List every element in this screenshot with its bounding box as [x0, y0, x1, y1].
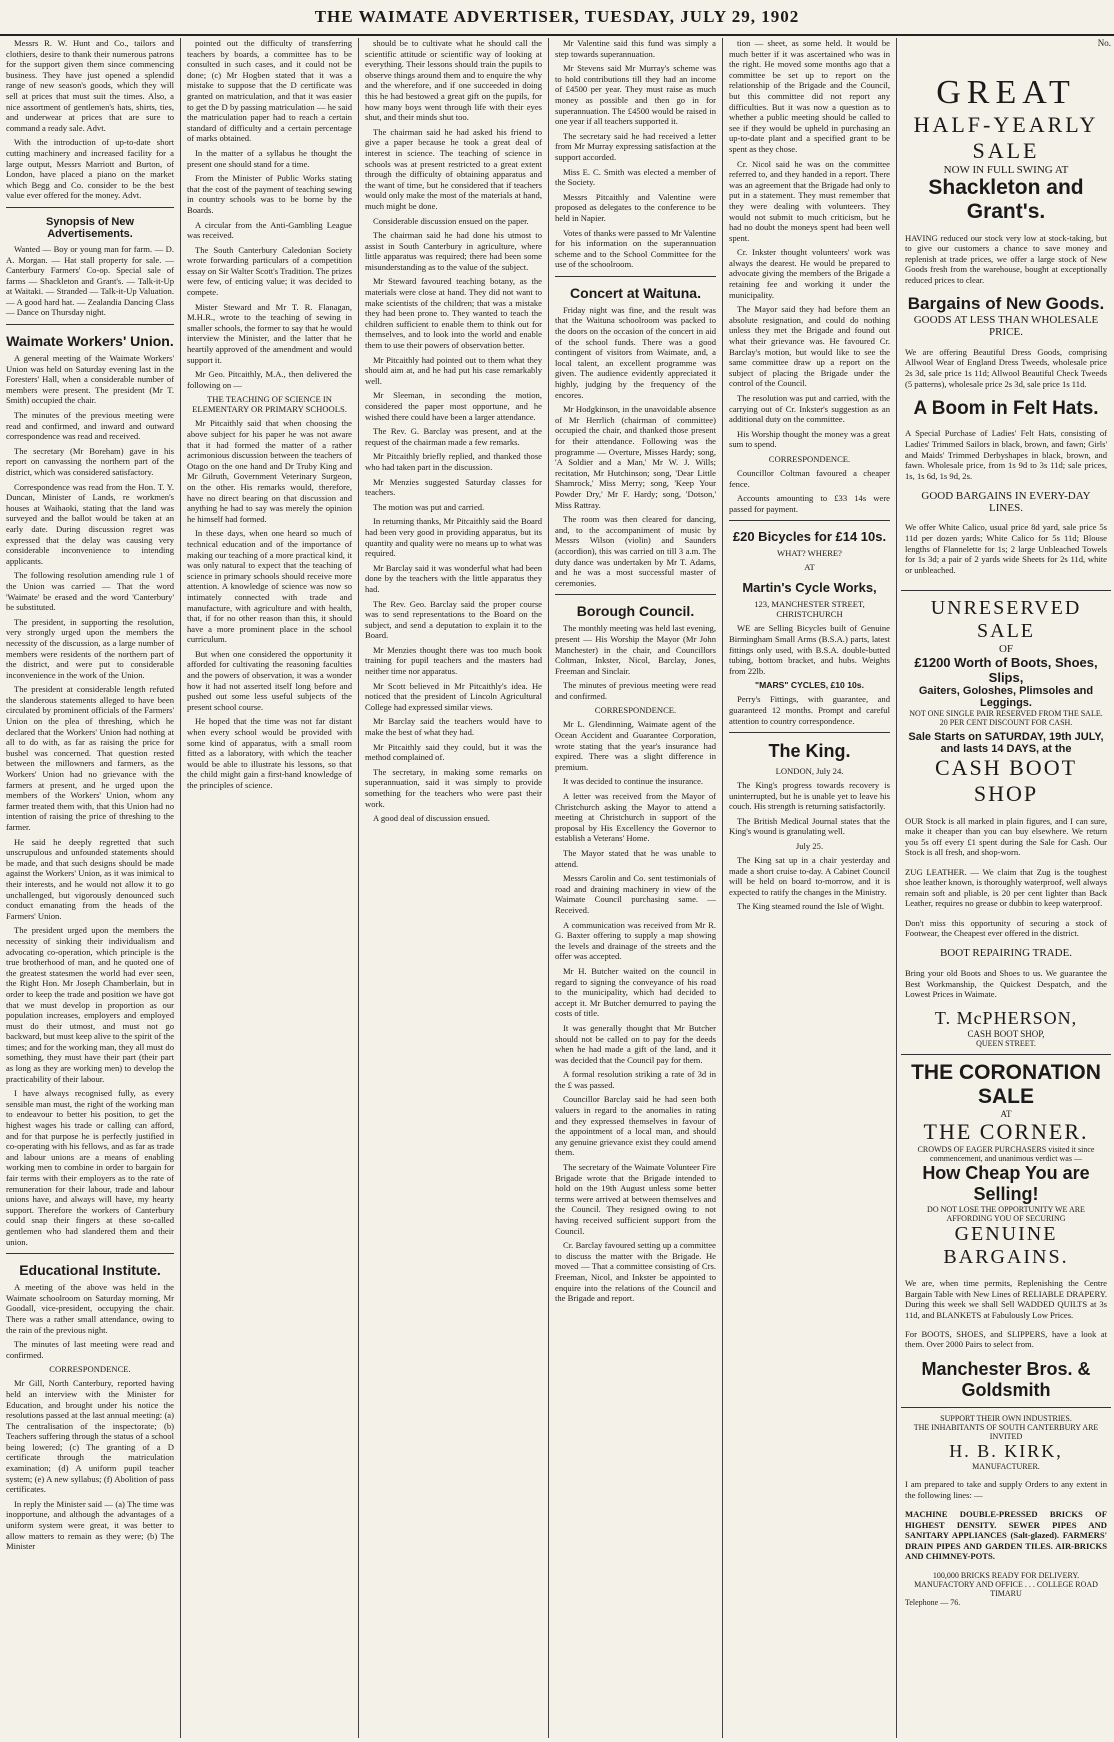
ad-kirk [901, 1408, 1111, 1613]
ad-do-not: DO NOT LOSE THE OPPORTUNITY WE ARE AFFORDING YOU OF SECURING [927, 1205, 1085, 1224]
ad-telephone: Telephone — 76. [905, 1597, 961, 1607]
ad-inhabitants: THE INHABITANTS OF SOUTH CANTERBURY ARE INVITED [913, 1422, 1099, 1441]
para: should be to cultivate what he should call the scientific attitude or scientific way of looking at everything. Their lessons should train the pupils to observe things around them and to enquire the why and the wherefore, and if one succeeded in doing this he had bestowed a great gift on the pupils, for how many boys went through life with their eyes shut, and their minds shut too. [365, 38, 542, 123]
masthead [0, 0, 1114, 36]
para: The King steamed round the Isle of Wight. [737, 901, 884, 912]
ad-cash-boot-shop-line: CASH BOOT SHOP, [967, 1029, 1045, 1040]
para: WE are Selling Bicycles built of Genuine Birmingham Small Arms (B.S.A.) parts, latest fittings only used, with B.S.A. double-butted tubing, bottom bracket, and hubs. Weights from 22lb. [729, 623, 890, 676]
ad-gaiters: Gaiters, Goloshes, Plimsoles and Leggings. [918, 685, 1094, 710]
ad-how-cheap: How Cheap You are Selling! [922, 1163, 1090, 1205]
para: I have always recognised fully, as every sensible man must, the right of the working man to endeavour to better his position, to get the highest wages his trade or calling can afford, and for that purpose he is perfectly justified in co-operating with his fellows, and as far as trade and labour unions are a means of enabling working men to combine in order to bargain for fair terms with their employers as to the rate of remuneration for their labour, trade and labour unions have, and always will have, my hearty support. Therefore the workers of Canterbury could snap their fingers at these so-called gentlemen who had slandered them and their union. [6, 1088, 174, 1247]
column-1 [0, 38, 180, 1738]
para: Councillor Barclay said he had seen both valuers in regard to the anomalies in rating and they expressed themselves in favour of the appointment of a local man, and should any genuine grievance exist they could amend them. [555, 1094, 716, 1158]
para: Miss E. C. Smith was elected a member of the Society. [555, 166, 716, 188]
divider [6, 324, 174, 325]
ad-cash-boot-shop [901, 591, 1111, 1055]
council-continued [723, 38, 897, 1738]
ad-goods-less: GOODS AT LESS THAN WHOLESALE PRICE. [913, 314, 1099, 339]
para: The president urged upon the members the necessity of sinking their individualism and advocating co-operation, which principle is the true brotherhood of man, and he quoted one of the greatest statesmen the world had ever seen, the Right Hon. Mr Joseph Chamberlain, but in order to keep the trade and position we have got that we must develop in proportion as our population increases, employers and employed must do their utmost, and must not go backward, but must keep alive to the spirit of the times; and for the working man, they all must do something, they must have their part (their part as long as they are working men) to develop the practicability of their labour. [6, 925, 175, 1084]
ad-body: ZUG LEATHER. — We claim that Zug is the toughest shoe leather known, is thoroughly waterproof, well always remain soft and pliable, is 20 per cent lighter than Back Leather, requires no grease or dubbin to keep waterproof. [905, 866, 1107, 909]
ad-halfyearly: HALF-YEARLY SALE [913, 112, 1099, 163]
notice-number: No. [1097, 38, 1111, 48]
ad-body: We are, when time permits, Replenishing the Centre Bargain Table with New Lines of RELIABLE DRAPERY. During this week we shall Sell WADDED QUILTS at 3s 11d, and BLANKETS at Fabulously Low Prices. [905, 1277, 1107, 1320]
para: Mr Pitcaithly said they could, but it was the method complained of. [365, 741, 542, 763]
para: Messrs Pitcaithly and Valentine were proposed as delegates to the conference to be held in Napier. [555, 191, 716, 223]
para: Wanted — Boy or young man for farm. — D. A. Morgan. — Hat stall property for sale. — Canterbury Farmers' Co-op. Special sale of farms — Shackleton and Grant's. — Talk-it-Up at Waitaki. — Stranded — Talk-it-Up Valuation. — A good hard hat. — Zealandia Dancing Class — Dance on Thursday night. [6, 243, 174, 318]
para: The president at considerable length refuted the slanderous statements alleged to have been circulated by prominent officials of the Farmers' Union on the plea of threshing, which he declared that the Workers' Union had nothing at all to do with, as far as raising the price for bushel was concerned. That question rested between the millowners and farmers, as the Workers' Union had no grievance with the farmers at present, and he urged upon the members of the Workers' Union, whom any farmer treated them with, that this Union had no intention of raising the price of threshing to the farmer. [6, 684, 174, 832]
para: In returning thanks, Mr Pitcaithly said the Board had been very good in providing apparatus, but its quantity and quality were no means up to what was required. [365, 516, 542, 559]
para: Messrs Carolin and Co. sent testimonials of road and draining machinery in view of the Waimate Council purchasing same. — Received. [555, 873, 716, 915]
bicycle-ad-mars: "MARS" CYCLES, £10 10s. [755, 680, 864, 691]
dateline: LONDON, July 24. [775, 766, 844, 777]
para: The chairman said he had done his utmost to assist in South Canterbury in agriculture, where little apparatus was required; there had been some misunderstanding as to the value of the subject. [365, 230, 542, 272]
para: The resolution was put and carried, with the carrying out of Cr. Inkster's suggestion as an additional duty on the committee. [729, 393, 890, 425]
ad-body: Don't miss this opportunity of securing a stock of Footwear, the Cheapest ever offered in the district. [905, 917, 1107, 939]
column-4 [548, 38, 722, 1738]
ad-boot-repairing: BOOT REPAIRING TRADE. [939, 947, 1073, 960]
ad-felt-hats: A Boom in Felt Hats. [913, 397, 1099, 419]
ad-corner: THE CORNER. [923, 1119, 1089, 1145]
divider [729, 732, 890, 733]
ad-manchester: Manchester Bros. & Goldsmith [921, 1358, 1091, 1400]
heading-concert: Concert at Waituna. [570, 284, 701, 301]
para: The room was then cleared for dancing, and, to the accompaniment of music by Messrs Wilson (violin) and Saunders (accordion), this was carried on till 3 a.m. The duty dance was undertaken by Mr T. Adams, and he was a most successful master of ceremonies. [555, 514, 716, 588]
ad-of: OF [998, 643, 1014, 656]
bicycle-ad-name: Martin's Cycle Works, [742, 580, 877, 596]
ad-crowds: CROWDS OF EAGER PURCHASERS visited it since commencement, and unanimous verdict was — [917, 1145, 1095, 1164]
para: From the Minister of Public Works stating that the cost of the payment of teaching sewing in country schools was to be borne by the Boards. [187, 173, 352, 215]
ad-coronation-sale [901, 1055, 1111, 1407]
para: The secretary, in making some remarks on superannuation, said it was simply to provide something for the teachers who were past their work. [365, 766, 542, 809]
para: Mr Menzies thought there was too much book training for pupil teachers and the masters had neither time nor apparatus. [365, 644, 542, 677]
para: Mr Pitcaithly had pointed out to them what they should aim at, and he had put his case remarkably well. [365, 354, 542, 386]
para: The Rev. G. Barclay was present, and at the request of the chairman made a few remarks. [365, 426, 542, 447]
ad-at: AT [1000, 1109, 1012, 1120]
para: With the introduction of up-to-date short cutting machinery and increased facility for a large output, Messrs Marriott and Burton, of London, have placed a piano on the market which Begg and Co. consider to be the best value ever offered for the money. Advt. [6, 137, 174, 201]
para: The following resolution amending rule 1 of the Union was carried — That the word 'Waimate' be erased and the word 'Canterbury' be substituted. [6, 570, 174, 613]
ad-cash-boot: CASH BOOT SHOP [934, 755, 1078, 807]
para: He hoped that the time was not far distant when every school would be provided with some kind of apparatus, with a small room fitted as a laboratory, with which the teacher would be able to illustrate his lessons, so that the child might gain a first-hand knowledge of the principles of science. [187, 716, 352, 790]
para: The Mayor said they had before them an absolute resignation, and could do nothing unless they met the Brigade and found out what their grievance was. He favoured Cr. Barclay's motion, but would like to see the same committee draw up a report on the subject of placing the Brigade under the control of the Council. [729, 304, 890, 389]
ad-not-one: NOT ONE SINGLE PAIR RESERVED FROM THE SALE. 20 PER CENT DISCOUNT FOR CASH. [909, 709, 1103, 728]
para: Mr Sleeman, in seconding the motion, considered the paper most opportune, and he wished there could have been a larger attendance. [365, 390, 542, 422]
para: Correspondence was read from the Hon. T. Y. Duncan, Minister of Lands, re workmen's houses at Waihaoki, stating that the land was surveyed and the ballot would be taken at an early date. During discussion regret was expressed that the delay was causing very considerable inconvenience to intending applicants. [6, 481, 174, 566]
para: In these days, when one heard so much of technical education and of the importance of making our teaching of a more practical kind, it was only natural to expect that the teaching of science in primary schools should receive more attention. A knowledge of science was now so intimately connected with trade and manufacture, with agriculture and with health, that, if for no other reason than this, it should have a more prominent place in the school curriculum. [187, 528, 352, 645]
divider [555, 276, 716, 277]
ad-bargains: Bargains of New Goods. [907, 294, 1105, 314]
heading-the-king: The King. [768, 741, 851, 762]
para: A formal resolution striking a rate of 3d in the £ was passed. [555, 1069, 716, 1090]
ad-mcpherson: T. McPHERSON, [934, 1008, 1078, 1029]
para: The King sat up in a chair yesterday and made a short cruise to-day. A Cabinet Council will be held on board to-morrow, and it is expected to ratify the changes in the Ministry. [729, 855, 890, 897]
para: Messrs R. W. Hunt and Co., tailors and clothiers, desire to thank their numerous patrons for the support given them since commencing business. They have just opened a splendid range of new season's goods, which they will sell at prices that must suit the times. Also, a nice assortment of gentlemen's hats, shirts, ties, and underwear at prices that are sure to command a ready sale. Advt. [6, 38, 174, 133]
divider [6, 1253, 174, 1254]
subheading: THE TEACHING OF SCIENCE IN ELEMENTARY OR PRIMARY SCHOOLS. [192, 394, 347, 415]
para: The British Medical Journal states that the King's wound is granulating well. [729, 815, 890, 837]
para: Mr Hodgkinson, in the unavoidable absence of Mr Herrlich (chairman of committee) occupied the chair, and thanked those present for their attendance. Following was the programme — Overture, Misses Hardy; song, 'A Soldier and a Man,' Mr W. J. Wills; recitation, Mr Hutchinson; song, 'Dear Little Shamrock,' Miss Merry; song, 'Keep Your Powder Dry,' Mr F. Hardy; song, 'Dotson,' Miss Rattray. [555, 404, 716, 510]
masthead-title: THE WAIMATE ADVERTISER, TUESDAY, JULY 29, 1902 [314, 7, 800, 26]
para: Considerable discussion ensued on the paper. [373, 215, 529, 226]
para: The secretary of the Waimate Volunteer Fire Brigade wrote that the Brigade intended to hold on the 19th August unless some better terms were arrived at between themselves and the Council. They resigned owing to not having received sufficient support from the Council. [555, 1162, 716, 1236]
subheading: CORRESPONDENCE. [49, 1364, 131, 1375]
ad-unreserved: UNRESERVED SALE [930, 597, 1082, 643]
ad-kirk-name: H. B. KIRK, [949, 1440, 1063, 1461]
para: Mr Steward favoured teaching botany, as the materials were close at hand. They did not want to make scientists of the children; that was a mistake they had been prone to. They wanted to teach the children sufficient to enable them to think out for themselves, and to look into the world and enable them to use their powers of observation better. [365, 276, 542, 351]
ad-genuine: GENUINE BARGAINS. [943, 1223, 1069, 1269]
para: In the matter of a syllabus he thought the present one should stand for a time. [187, 147, 352, 169]
para: Mr Menzies suggested Saturday classes for teachers. [365, 476, 542, 498]
para: tion — sheet, as some held. It would be much better if it was ascertained who was in the right. He moved some months ago that a committee be set up to report on the relationship of the Brigade and the Council, but this committee did not report any difficulties. But it was now a question as to whether a public meeting should be called to see if they would be upheld in purchasing an up-to-date plant and a specified grant to be spent as they chose. [729, 38, 890, 154]
ad-good-bargains: GOOD BARGAINS IN EVERY-DAY LINES. [921, 489, 1091, 514]
para: Mister Steward and Mr T. R. Flanagan, M.H.R., wrote to the teaching of sewing in smaller schools, the former to say that he would interview the Minister, and the latter that he heartily approved of the amendment and would support it. [187, 301, 352, 365]
para: Friday night was fine, and the result was that the Waituna schoolroom was packed to the doors on the occasion of the concert in aid of the school funds. There was a good contingent of visitors from Waimate, and, a local talent, an excellent programme was given. The audience evidently appreciated it highly, judging by the frequency of the encores. [555, 304, 716, 400]
ad-factory: MANUFACTORY AND OFFICE . . . COLLEGE ROAD TIMARU [914, 1579, 1098, 1598]
column-2 [180, 38, 358, 1738]
para: Mr Scott believed in Mr Pitcaithly's idea. He noticed that the president of Lincoln Agricultural College had expressed similar views. [365, 680, 542, 712]
ad-sale-starts: Sale Starts on SATURDAY, 19th JULY, and lasts 14 DAYS, at the [908, 731, 1104, 756]
para: Mr Valentine said this fund was simply a step towards superannuation. [555, 38, 716, 59]
heading-synopsis: Synopsis of New Advertisements. [45, 215, 135, 240]
ad-body: HAVING reduced our stock very low at stock-taking, but to give our customers a chance to save money and replenish at trade prices, we offer a large stock of New Goods fresh from the warehouse, bought at exceptionally reduced prices to clear. [905, 232, 1107, 285]
divider [729, 520, 890, 521]
ad-now: NOW IN FULL SWING AT [943, 164, 1069, 176]
ad-coronation: THE CORONATION SALE [911, 1061, 1101, 1109]
ad-shackleton-grant [901, 48, 1111, 591]
para: The secretary said he had received a letter from Mr Murray expressing satisfaction at the support accorded. [555, 130, 716, 162]
ad-body: Bring your old Boots and Shoes to us. We guarantee the Best Workmanship, the Quickest Despatch, and the Lowest Prices in Waimate. [905, 967, 1107, 1000]
column-5 [722, 38, 1114, 1738]
subheading: CORRESPONDENCE. [768, 453, 851, 464]
divider [555, 594, 716, 595]
column-3 [358, 38, 548, 1738]
para: The King's progress towards recovery is uninterrupted, but he is unable yet to leave his couch. His strength is returning satisfactorily. [729, 780, 890, 812]
para: In reply the Minister said — (a) The time was inopportune, and although the advantages of a uniform system were great, it was better to allow matters to remain as they were; (b) The Minister [6, 1498, 174, 1552]
ad-boots-head: £1200 Worth of Boots, Shoes, Slips, [914, 655, 1098, 686]
heading-workers-union: Waimate Workers' Union. [6, 333, 174, 350]
para: The motion was put and carried. [373, 501, 485, 512]
para: The president, in supporting the resolution, very strongly urged upon the members the necessity of the discussion, as a large number of members were residents of the northern part of the district, and were put to considerable inconvenience in the work of the Union. [6, 616, 174, 680]
para: A letter was received from the Mayor of Christchurch asking the Mayor to attend a meeting at Christchurch in support of the proposal by His Excellency the Governor to establish a Veterans' Home. [555, 791, 716, 844]
para: The chairman said he had asked his friend to give a paper because he took a great deal of interest in science. The teaching of science in schools was at present restricted to a great extent through the difficulty of obtaining apparatus and the want of time, but he considered that if teachers would only make the most of the materials at hand, much might be done. [365, 126, 542, 211]
para: The monthly meeting was held last evening, present — His Worship the Mayor (Mr John Manchester) in the chair, and Councillors Coltman, Inkster, Nicol, Barclay, Jones, Freeman and Sinclair. [555, 623, 716, 676]
para: Councillor Coltman favoured a cheaper fence. [729, 467, 890, 489]
para: The minutes of last meeting were read and confirmed. [6, 1339, 174, 1360]
para: The Rev. Geo. Barclay said the proper course was to send representations to the Board on the subject, and send a deputation to explain it to the Board. [365, 598, 542, 641]
bicycle-ad-address: 123, MANCHESTER STREET, CHRISTCHURCH [754, 599, 865, 620]
para: The Mayor stated that he was unable to attend. [555, 848, 716, 869]
para: Mr L. Glendinning, Waimate agent of the Ocean Accident and Guarantee Corporation, wrote stating that the year's insurance had expired. There was a slight difference in premium. [555, 719, 716, 772]
para: It was generally thought that Mr Butcher should not be called on to pay for the deeds when he had made a gift of the land, and it was decided that the Council pay for them. [555, 1022, 716, 1065]
heading-borough-council: Borough Council. [576, 603, 695, 620]
para: A circular from the Anti-Gambling League was received. [187, 219, 352, 241]
ad-firm-name: Shackleton and Grant's. [928, 176, 1084, 223]
para: The secretary (Mr Boreham) gave in his report on canvassing the northern part of the district, which was considered satisfactory. [6, 445, 174, 477]
ad-body: OUR Stock is all marked in plain figures, and I can sure, make it cheaper than you can buy elsewhere. We return you 5s off every £1 spent during the Sale for Cash. Our Stock is all fresh, and shop-worn. [905, 815, 1107, 858]
para: Votes of thanks were passed to Mr Valentine for his information on the superannuation scheme and to the School Committee for the use of the schoolroom. [555, 227, 716, 270]
divider [6, 207, 174, 208]
ad-bricks-ready: 100,000 BRICKS READY FOR DELIVERY. [932, 1570, 1080, 1580]
para: Mr Gill, North Canterbury, reported having held an interview with the Minister for Education, and brought under his notice the resolutions passed at the last annual meeting: (a) The centralisation of the inspectorate; (b) Teachers suffering through the status of a school being lowered; (c) The granting of a D certificate through the matriculation examination; (d) A uniform pupil teacher system; (e) A new syllabus; (f) Abolition of pass certificates. [6, 1378, 174, 1495]
para: Mr Barclay said it was wonderful what had been done by the teachers with the little apparatus they had. [365, 562, 542, 594]
ad-body: I am prepared to take and supply Orders to any extent in the following lines: — [905, 1479, 1107, 1500]
bicycle-ad-at: AT [804, 562, 815, 573]
para: Accounts amounting to £33 14s were passed for payment. [729, 493, 890, 514]
subheading: CORRESPONDENCE. [594, 705, 677, 716]
ad-body: We are offering Beautiful Dress Goods, comprising Allwool Wear of England Dress Tweeds, wholesale price 2s 3d, sale price 1s 11d; Allwool Beautiful Check Tweeds (5 patterns), wholesale price 2s 3d, sale price 1s 11d. [905, 346, 1107, 389]
para: His Worship thought the money was a great sum to spend. [729, 428, 890, 450]
para: He said he deeply regretted that such unscrupulous and unfounded statements should be made, and that such designs should be made against the Workers' Union, as it was inimical to their interests, and he would not allow it to go unchallenged, but vigorously denounced such conduct emanating from the heads of the Farmers' Union. [6, 836, 174, 921]
para: A meeting of the above was held in the Waimate schoolroom on Saturday morning, Mr Goodall, vice-president, occupying the chair. There was a rather small attendance, owing to the rain of the previous night. [6, 1282, 174, 1335]
para: Cr. Nicol said he was on the committee referred to, and they handed in a report. There was an agreement that the Brigade had only to put in a statement. They must remember that they were dealing with volunteers. They would not submit to much criticism, but he had no doubt the moneys spent had been well spent. [729, 158, 890, 243]
para: Cr. Inkster thought volunteers' work was always the dearest. He would be prepared to advocate giving the members of the Brigade a retaining fee and working it under the municipality. [729, 247, 890, 300]
ad-queen-street: QUEEN STREET. [976, 1039, 1036, 1049]
bicycle-ad-what: WHAT? WHERE? [777, 548, 842, 559]
dateline: July 25. [795, 841, 824, 852]
para: Mr Barclay said the teachers would have to make the best of what they had. [365, 716, 542, 738]
para: Mr Pitcaithly said that when choosing the above subject for his paper he was not aware that it had formed the matter of a rather acrimonious discussion between the teachers of Otago on the one hand and Dr Truby King and Mr Gilruth, Government Veterinary Surgeon, on the other. His remarks would, therefore, have no direct bearing on that discussion and anything he had to say was merely the opinion he himself had formed. [187, 418, 352, 524]
para: It was decided to continue the insurance. [563, 776, 704, 787]
para: A good deal of discussion ensued. [373, 813, 490, 824]
ad-manufacturer: MANUFACTURER. [972, 1461, 1040, 1471]
para: Mr Pitcaithly briefly replied, and thanked those who had taken part in the discussion. [365, 451, 542, 472]
para: Mr Geo. Pitcaithly, M.A., then delivered the following on — [187, 369, 352, 390]
para: The South Canterbury Caledonian Society wrote forwarding particulars of a competition essay on Sir Walter Scott's Tradition. The prizes were few, of enticing value; it was decided to compete. [187, 244, 352, 298]
heading-educational-institute: Educational Institute. [19, 1262, 161, 1279]
para: Mr H. Butcher waited on the council in regard to signing the conveyance of his road to the municipality, which had decided to accept it. Mr Butcher demurred to paying the costs of title. [555, 965, 716, 1019]
para: Cr. Barclay favoured setting up a committee to discuss the matter with the Brigade. He moved — That a committee consisting of Crs. Freeman, Nicol, and Inkster be appointed to enquire into the relations of the Council and the Brigade and report. [555, 1240, 716, 1304]
para: A communication was received from Mr R. G. Baxter offering to supply a map showing the levels and drainage of the streets and the offer was accepted. [555, 919, 716, 962]
ad-body: We offer White Calico, usual price 8d yard, sale price 5s 11d per dozen yards; White Calico for 5s 11d; Blouse lengths of Flannelette for 1s; 2 large Unbleached Towels for 1s 3d; a pair of 2 yards wide Sheets for 2s 11d, white or unbleached. [905, 522, 1107, 575]
para: Mr Stevens said Mr Murray's scheme was to hold contributions till they had an income of £4500 per year. They must raise as much money as possible and then go in for superannuation. The £4500 would be raised in one year if all teachers supported it. [555, 63, 716, 127]
para: Perry's Fittings, with guarantee, and guaranteed 12 months. Prompt and careful attention to country correspondence. [729, 694, 890, 726]
bicycle-ad-heading: £20 Bicycles for £14 10s. [732, 529, 887, 545]
ad-body: MACHINE DOUBLE-PRESSED BRICKS OF HIGHEST DENSITY. SEWER PIPES AND SANITARY APPLIANCES (Salt-glazed). FARMERS' DRAIN PIPES AND GARDEN TILES. AIR-BRICKS AND CHIMNEY-POTS. [905, 1509, 1107, 1562]
ad-body: A Special Purchase of Ladies' Felt Hats, consisting of Ladies' Trimmed Sailors in black, brown, and fawn; Girls' and Maids' Trimmed Derbyshapes in black, brown, and fawn. Wholesale price, from 1s 9d to 3s 11d; sale prices, 1s, 1s 6d, 1s 9d, 2s. [905, 428, 1107, 481]
para: The minutes of previous meeting were read and confirmed. [555, 680, 716, 701]
ads-column [897, 38, 1114, 1738]
para: A general meeting of the Waimate Workers' Union was held on Saturday evening last in the Foresters' Hall, when a considerable number of members were present. The president (Mr T. Smith) occupied the chair. [6, 353, 174, 406]
para: But when one considered the opportunity it afforded for cultivating the reasoning faculties and the powers of observation, it was a wonder how it had not asserted itself long before and pushed out some less useful subjects of the present school course. [187, 648, 352, 712]
para: pointed out the difficulty of transferring teachers by boards, a committee has to be consulted in such cases, and it could not be done; (c) Mr Hogben stated that it was a mistake to suppose that the D certificate was granted on matriculation, and that it was easier to get the D by passing matriculation — he said the matriculation paper had to reach a certain standard of difficulty and a certain percentage of marks obtained. [187, 38, 352, 144]
ad-body: For BOOTS, SHOES, and SLIPPERS, have a look at them. Over 2000 Pairs to select from. [905, 1328, 1107, 1350]
para: The minutes of the previous meeting were read and confirmed, and inward and outward correspondence was read and received. [6, 410, 174, 442]
ad-great: GREAT [936, 74, 1076, 111]
ad-support: SUPPORT THEIR OWN INDUSTRIES. [940, 1413, 1072, 1423]
